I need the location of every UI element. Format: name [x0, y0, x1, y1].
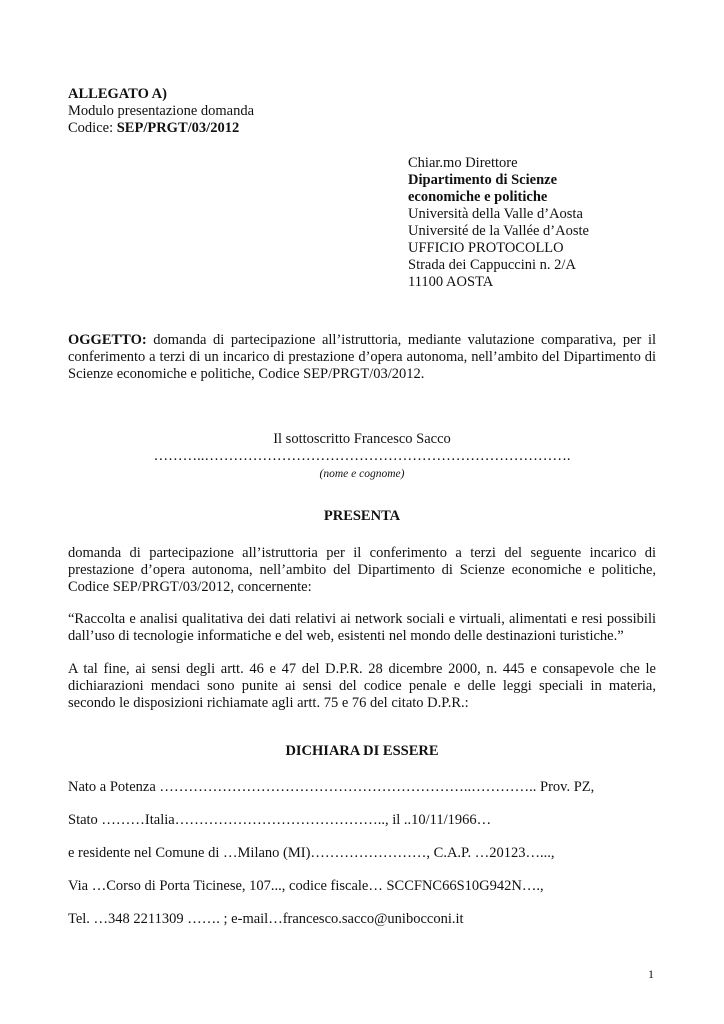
nome-cognome-caption: (nome e cognome): [319, 468, 405, 480]
dichiara-line-nascita: Nato a Potenza ………………………………………………………..………….. Prov. PZ,: [68, 779, 595, 795]
dichiara-line-via: Via …Corso di Porta Ticinese, 107..., codice fiscale… SCCFNC66S10G942N….,: [68, 878, 544, 894]
presenta-paragraph-1: domanda di partecipazione all’istruttoria per il conferimento a terzi del seguente incarico di prestazione d’opera autonoma, nell’ambito del Dipartimento di Scienze economiche e politiche, Codice SEP/PRGT/03/2012, concernente:: [68, 545, 656, 595]
dichiara-line-residenza: e residente nel Comune di …Milano (MI)……………………, C.A.P. …20123…...,: [68, 845, 555, 861]
codice-line: [68, 120, 239, 137]
presenta-heading: PRESENTA: [323, 508, 401, 524]
modulo-subtitle: Modulo presentazione domanda: [68, 103, 255, 119]
oggetto-paragraph: [68, 332, 656, 383]
sottoscritto-dots: ………..………………………………………………………………….: [153, 448, 571, 464]
dichiara-heading: DICHIARA DI ESSERE: [285, 743, 439, 759]
presenta-paragraph-2: “Raccolta e analisi qualitativa dei dati relativi ai network sociali e virtuali, alimentati e resi possibili dall’uso di tecnologie informatiche e del web, esistenti nel mondo delle destinazioni turistiche.”: [68, 611, 656, 644]
recipient-line-7: Strada dei Cappuccini n. 2/A: [408, 257, 576, 273]
codice-value: SEP/PRGT/03/2012: [116, 120, 240, 136]
dichiara-line-stato: Stato ………Italia…………………………………….., il ..10/11/1966…: [68, 812, 492, 828]
recipient-line-1: Chiar.mo Direttore: [408, 155, 518, 171]
recipient-line-6: UFFICIO PROTOCOLLO: [408, 240, 564, 256]
page-number: 1: [648, 967, 654, 981]
dichiara-line-contatti: Tel. …348 2211309 ……. ; e-mail…francesco.sacco@unibocconi.it: [68, 911, 464, 927]
recipient-line-8: 11100 AOSTA: [408, 274, 494, 290]
recipient-line-2: Dipartimento di Scienze: [408, 172, 558, 188]
presenta-paragraph-3: A tal fine, ai sensi degli artt. 46 e 47 del D.P.R. 28 dicembre 2000, n. 445 e consapevole che le dichiarazioni mendaci sono punite ai sensi del codice penale e delle leggi speciali in materia, secondo le disposizioni richiamate agli artt. 75 e 76 del citato D.P.R.:: [68, 661, 656, 711]
oggetto-text: domanda di partecipazione all’istruttoria, mediante valutazione comparativa, per il conferimento a terzi di un incarico di prestazione d’opera autonoma, nell’ambito del Dipartimento di Scienze economiche e politiche, Codice SEP/PRGT/03/2012.: [68, 332, 656, 382]
sottoscritto-line: Il sottoscritto Francesco Sacco: [273, 431, 451, 447]
codice-label: Codice:: [68, 120, 117, 136]
allegato-title: ALLEGATO A): [68, 86, 167, 102]
oggetto-label: OGGETTO:: [68, 332, 147, 348]
recipient-line-4: Università della Valle d’Aosta: [408, 206, 583, 222]
recipient-line-3: economiche e politiche: [408, 189, 548, 205]
recipient-line-5: Université de la Vallée d’Aoste: [408, 223, 589, 239]
